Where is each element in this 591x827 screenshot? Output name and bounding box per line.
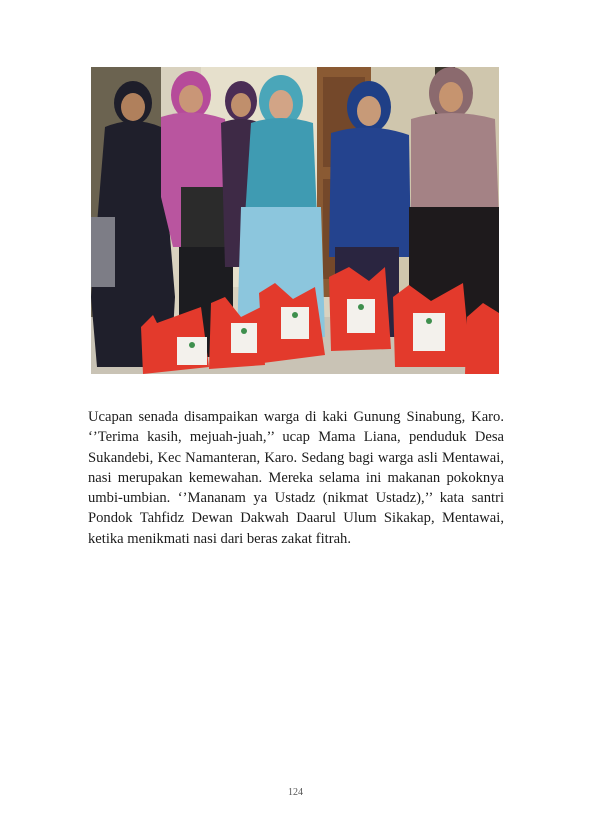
page-number: 124: [288, 787, 303, 798]
body-paragraph: Ucapan senada disampaikan warga di kaki Gunung Sinabung, Karo. ‘’Terima kasih, mejuah-juah,’’ ucap Mama Liana, penduduk Desa Sukandebi, Kec Namanteran, Karo. Sedang bagi warga asli Mentawai, nasi merupakan kemewahan. Mereka selama ini makanan pokoknya umbi-umbian. ‘’Mananam ya Ustadz (nikmat Ustadz),’’ kata santri Pondok Tahfidz Dewan Dakwah Daarul Ulum Sikakap, Mentawai, ketika menikmati nasi dari beras zakat fitrah.: [88, 409, 504, 547]
group-photo: [91, 67, 499, 374]
group-photo-illustration: [91, 67, 499, 374]
